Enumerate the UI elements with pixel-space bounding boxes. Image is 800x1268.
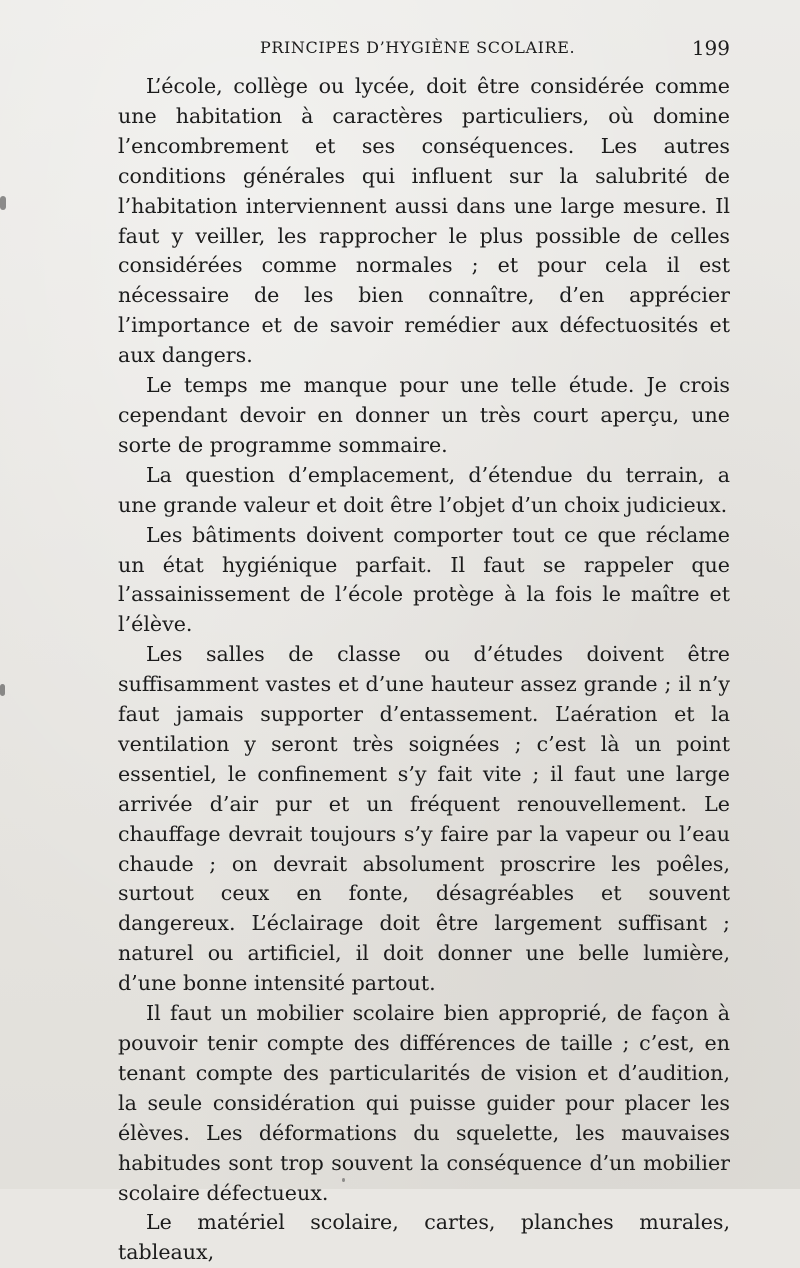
paragraph-short-overview: Le temps me manque pour une telle étude. Je crois cependant devoir en donner un très court aperçu, une sorte de programme sommaire. (118, 373, 730, 457)
running-head (118, 38, 730, 64)
margin-mark (0, 196, 6, 210)
running-title: PRINCIPES D’HYGIÈNE SCOLAIRE. (260, 38, 576, 57)
paragraph-site-question: La question d’emplacement, d’étendue du terrain, a une grande valeur et doit être l’objet d’un choix judicieux. (118, 462, 730, 517)
paragraph-materials: Le matériel scolaire, cartes, planches murales, tableaux, (118, 1210, 730, 1265)
paragraph-classrooms: Les salles de classe ou d’études doivent être suffisamment vastes et d’une hauteur assez grande ; il n’y faut jamais supporter d’entassement. L’aération et la ventilation y seront très soignées ; c’est là un point essentiel, le confinement s’y fait vite ; il faut une large arrivée d’air pur et un fréquent renouvellement. Le chauffage devrait toujours s’y faire par la vapeur ou l’eau chaude ; on devrait absolument proscrire les poêles, surtout ceux en fonte, désagréables et souvent dangereux. L’éclairage doit être largement suffisant ; naturel ou artificiel, il doit donner une belle lumière, d’une bonne intensité partout. (118, 642, 730, 996)
paragraph-furniture: Il faut un mobilier scolaire bien approprié, de façon à pouvoir tenir compte des différences de taille ; c’est, en tenant compte des particularités de vision et d’audition, la seule considération qui puisse guider pour placer les élèves. Les déformations du squelette, les mauvaises habitudes sont trop souvent la conséquence d’un mobilier scolaire défectueux. (118, 1001, 730, 1205)
page-number: 199 (691, 36, 730, 60)
body-text (118, 72, 730, 1268)
paragraph-buildings: Les bâtiments doivent comporter tout ce que réclame un état hygiénique parfait. Il faut se rappeler que l’assainissement de l’école protège à la fois le maître et l’élève. (118, 522, 730, 637)
margin-mark (0, 684, 5, 696)
paragraph-emplacement-intro: L’école, collège ou lycée, doit être considérée comme une habitation à caractères particuliers, où domine l’encombrement et ses conséquences. Les autres conditions générales qui influent sur la salubrité de l’habitation interviennent aussi dans une large mesure. Il faut y veiller, les rapprocher le plus possible de celles considérées comme normales ; et pour cela il est nécessaire de les bien connaître, d’en apprécier l’importance et de savoir remédier aux défectuosités et aux dangers. (118, 74, 730, 368)
paper-speck (342, 1178, 345, 1182)
